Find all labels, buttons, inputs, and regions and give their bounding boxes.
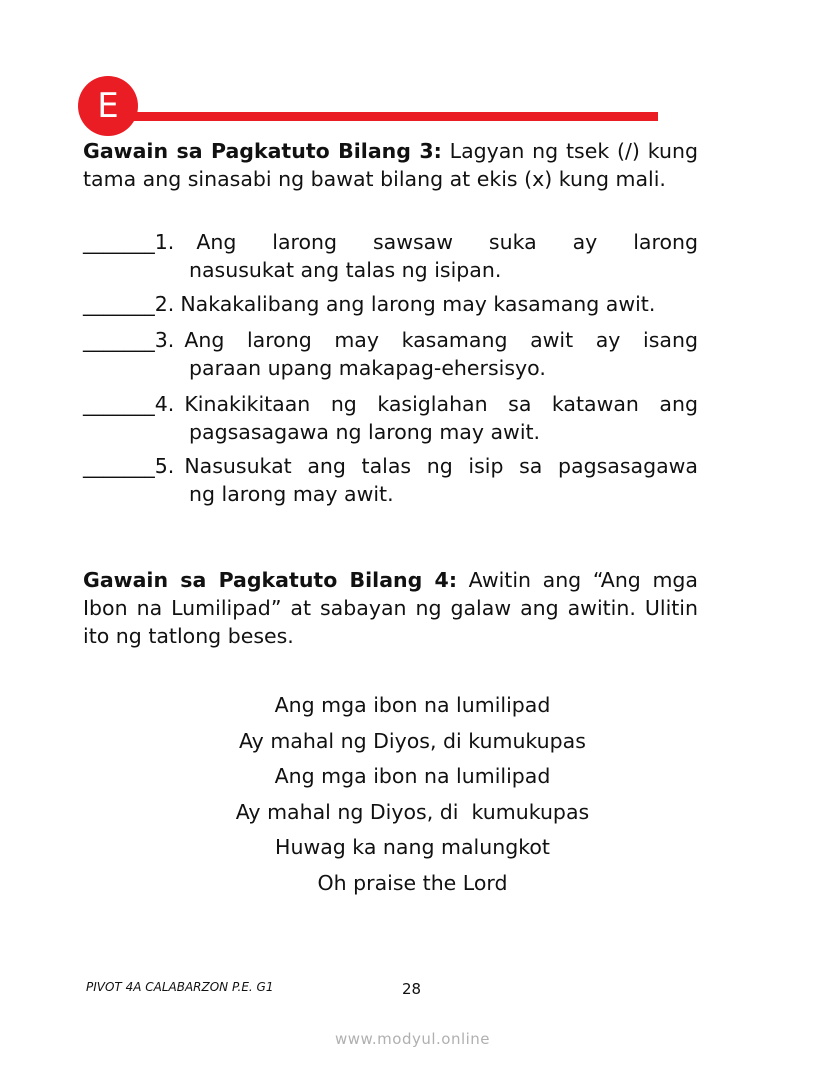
watermark: www.modyul.online <box>334 1030 491 1048</box>
question-item-5 <box>83 452 698 508</box>
activity-3-title: Gawain sa Pagkatuto Bilang 3: <box>83 139 442 163</box>
question-item-3 <box>83 326 698 382</box>
item-number: 1. <box>154 230 175 254</box>
activity-3-instructions <box>83 137 698 193</box>
item-text-line1: Ang larong may kasamang awit ay isang <box>184 328 698 352</box>
song-line: Ang mga ibon na lumilipad <box>274 693 551 717</box>
item-text-line1: Nasusukat ang talas ng isip sa pagsasagawa <box>184 454 698 478</box>
activity-4-instructions <box>83 566 698 650</box>
item-text-line1: Nakakalibang ang larong may kasamang awit. <box>180 292 656 316</box>
question-item-4 <box>83 390 698 446</box>
song-line: Ay mahal ng Diyos, di kumukupas <box>239 728 586 753</box>
answer-blank[interactable]: _______ <box>83 454 155 478</box>
answer-blank[interactable]: _______ <box>83 392 155 416</box>
song-line: Ay mahal ng Diyos, di kumukupas <box>235 799 590 824</box>
activity-4-instruction-text: Awitin ang “Ang mga Ibon na Lumilipad” at sabayan ng galaw ang awitin. Ulitin ito ng tatlong beses. <box>83 568 698 648</box>
answer-blank[interactable]: _______ <box>83 328 155 352</box>
item-text-line2: pagsasagawa ng larong may awit. <box>189 420 541 444</box>
activity-4-title: Gawain sa Pagkatuto Bilang 4: <box>83 568 458 592</box>
item-text-line2: nasusukat ang talas ng isipan. <box>189 258 502 282</box>
item-number: 5. <box>154 454 175 478</box>
answer-blank[interactable]: _______ <box>83 230 155 254</box>
item-number: 2. <box>154 292 175 316</box>
page-number: 28 <box>402 980 422 998</box>
answer-blank[interactable]: _______ <box>83 292 155 316</box>
item-number: 3. <box>154 328 175 352</box>
item-text-line2: ng larong may awit. <box>189 482 394 506</box>
item-text-line2: paraan upang makapag-ehersisyo. <box>189 356 546 380</box>
song-lyrics <box>0 688 825 902</box>
section-badge-e: E <box>78 76 138 136</box>
item-text-line1: Kinakikitaan ng kasiglahan sa katawan ang <box>184 392 698 416</box>
question-item-2 <box>83 290 698 318</box>
song-line: Ang mga ibon na lumilipad <box>274 764 551 789</box>
song-line: Huwag ka nang malungkot <box>275 835 550 860</box>
question-item-1 <box>83 228 698 284</box>
song-line: Oh praise the Lord <box>317 870 508 895</box>
section-header-bar <box>130 112 658 121</box>
item-number: 4. <box>154 392 175 416</box>
activity-3-instruction-text: Lagyan ng tsek (/) kung tama ang sinasabi ng bawat bilang at ekis (x) kung mali. <box>83 139 698 191</box>
footer-course-label: PIVOT 4A CALABARZON P.E. G1 <box>86 980 274 994</box>
item-text-line1: Ang larong sawsaw suka ay larong <box>196 230 698 254</box>
